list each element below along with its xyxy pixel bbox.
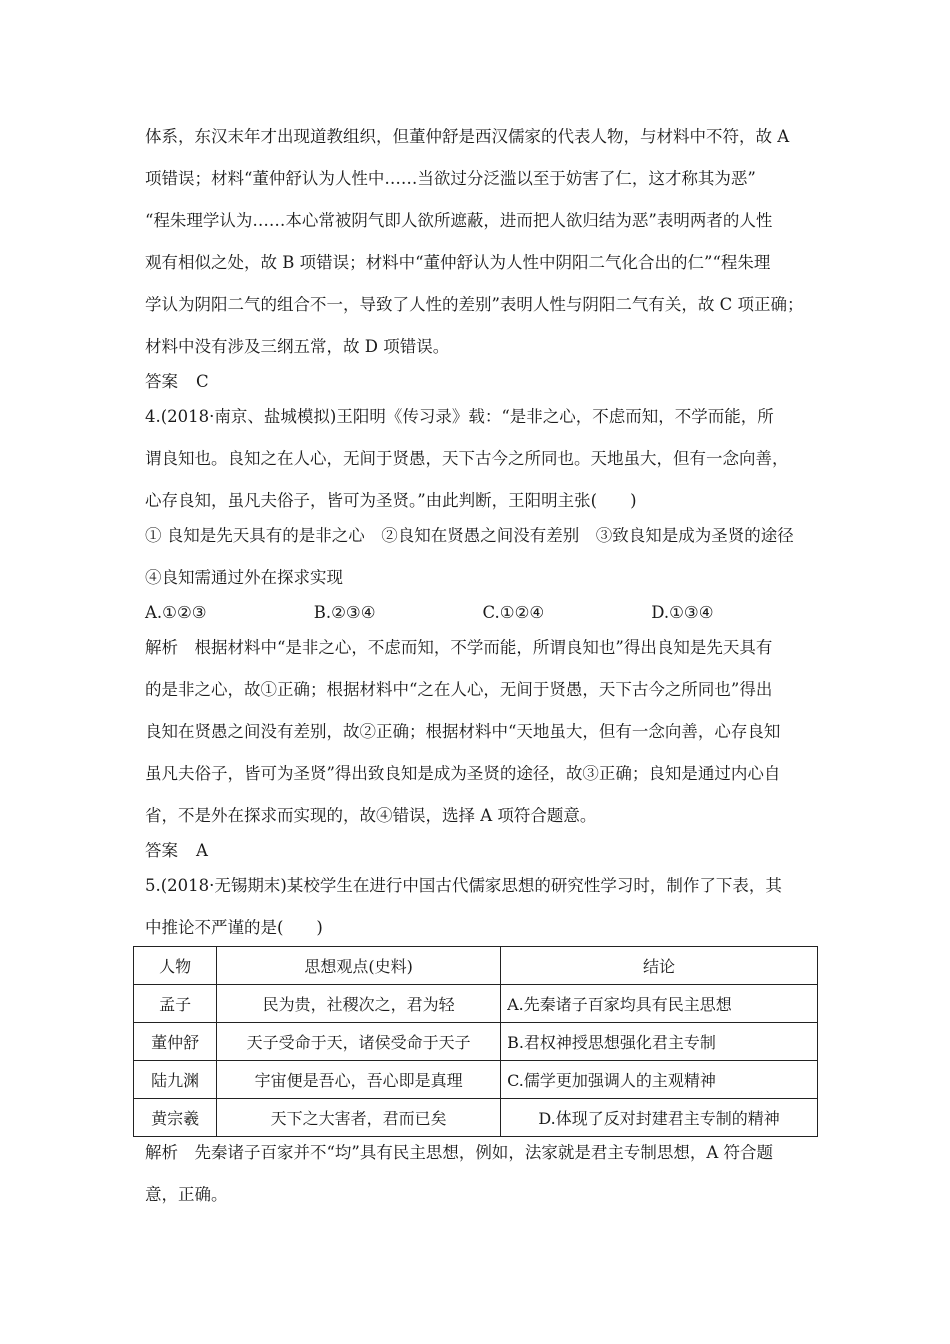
table-cell: 天下之大害者，君而已矣: [217, 1099, 501, 1137]
paragraph-line: 体系，东汉末年才出现道教组织，但董仲舒是西汉儒家的代表人物，与材料中不符，故 A: [145, 127, 790, 146]
question-5-line: 中推论不严谨的是( ): [145, 918, 323, 937]
paragraph-line: “程朱理学认为……本心常被阴气即人欲所遮蔽，进而把人欲归结为恶”表明两者的人性: [145, 211, 773, 230]
table-cell: 民为贵，社稷次之，君为轻: [217, 985, 501, 1023]
question-4-line: 谓良知也。良知之在人心，无间于贤愚，天下古今之所同也。天地虽大，但有一念向善，: [145, 449, 789, 468]
analysis-line: 省，不是外在探求而实现的，故④错误，选择 A 项符合题意。: [145, 806, 597, 825]
answer-label: 答案: [145, 372, 178, 391]
analysis-line: 虽凡夫俗子，皆可为圣贤”得出致良知是成为圣贤的途径，故③正确；良知是通过内心自: [145, 764, 781, 783]
table-cell: 黄宗羲: [134, 1099, 217, 1137]
paragraph-line: 材料中没有涉及三纲五常，故 D 项错误。: [145, 337, 450, 356]
table-row: [134, 1061, 818, 1099]
answer-value: C: [196, 372, 209, 391]
option-a: A.①②③: [145, 603, 207, 622]
table-row: [134, 985, 818, 1023]
table-header: 人物: [134, 947, 217, 985]
table-cell: 孟子: [134, 985, 217, 1023]
table-row: [134, 1023, 818, 1061]
question-4-statement: ④良知需通过外在探求实现: [145, 568, 343, 587]
analysis-line: 意，正确。: [145, 1185, 228, 1204]
answer-4: [145, 839, 820, 863]
answer-3: [145, 370, 820, 394]
table-cell: 陆九渊: [134, 1061, 217, 1099]
table-header: 思想观点(史料): [217, 947, 501, 985]
table-cell: B.君权神授思想强化君主专制: [501, 1023, 818, 1061]
option-c: C.①②④: [482, 603, 545, 622]
question-5-line: 5.(2018·无锡期末)某校学生在进行中国古代儒家思想的研究性学习时，制作了下表，其: [145, 876, 782, 895]
option-b: B.②③④: [313, 603, 376, 622]
answer-label: 答案: [145, 841, 178, 860]
table-cell: 宇宙便是吾心，吾心即是真理: [217, 1061, 501, 1099]
thought-table: [133, 946, 818, 1137]
analysis-line: 的是非之心，故①正确；根据材料中“之在人心，无间于贤愚，天下古今之所同也”得出: [145, 680, 773, 699]
answer-value: A: [196, 841, 208, 860]
paragraph-line: 观有相似之处，故 B 项错误；材料中“董仲舒认为人性中阴阳二气化合出的仁”“程朱理: [145, 253, 771, 272]
analysis-line: 解析 根据材料中“是非之心，不虑而知，不学而能，所谓良知也”得出良知是先天具有: [145, 638, 773, 657]
option-d: D.①③④: [651, 603, 714, 622]
question-4-line: 4.(2018·南京、盐城模拟)王阳明《传习录》载：“是非之心，不虑而知，不学而能，所: [145, 407, 774, 426]
question-4-statement: ① 良知是先天具有的是非之心 ②良知在贤愚之间没有差别 ③致良知是成为圣贤的途径: [145, 526, 794, 545]
paragraph-line: 项错误；材料“董仲舒认为人性中……当欲过分泛滥以至于妨害了仁，这才称其为恶”: [145, 169, 756, 188]
analysis-line: 良知在贤愚之间没有差别，故②正确；根据材料中“天地虽大，但有一念向善，心存良知: [145, 722, 781, 741]
table-cell: 董仲舒: [134, 1023, 217, 1061]
table-cell: A.先秦诸子百家均具有民主思想: [501, 985, 818, 1023]
question-4-line: 心存良知，虽凡夫俗子，皆可为圣贤。”由此判断，王阳明主张( ): [145, 491, 637, 510]
table-cell: C.儒学更加强调人的主观精神: [501, 1061, 818, 1099]
table-cell: D.体现了反对封建君主专制的精神: [501, 1099, 818, 1137]
table-row: [134, 1099, 818, 1137]
paragraph-line: 学认为阴阳二气的组合不一，导致了人性的差别”表明人性与阴阳二气有关，故 C 项正确；: [145, 295, 804, 314]
question-4-options: [145, 601, 820, 625]
table-cell: 天子受命于天，诸侯受命于天子: [217, 1023, 501, 1061]
analysis-line: 解析 先秦诸子百家并不“均”具有民主思想，例如，法家就是君主专制思想，A 符合题: [145, 1143, 774, 1162]
table-header-row: [134, 947, 818, 985]
table-header: 结论: [501, 947, 818, 985]
